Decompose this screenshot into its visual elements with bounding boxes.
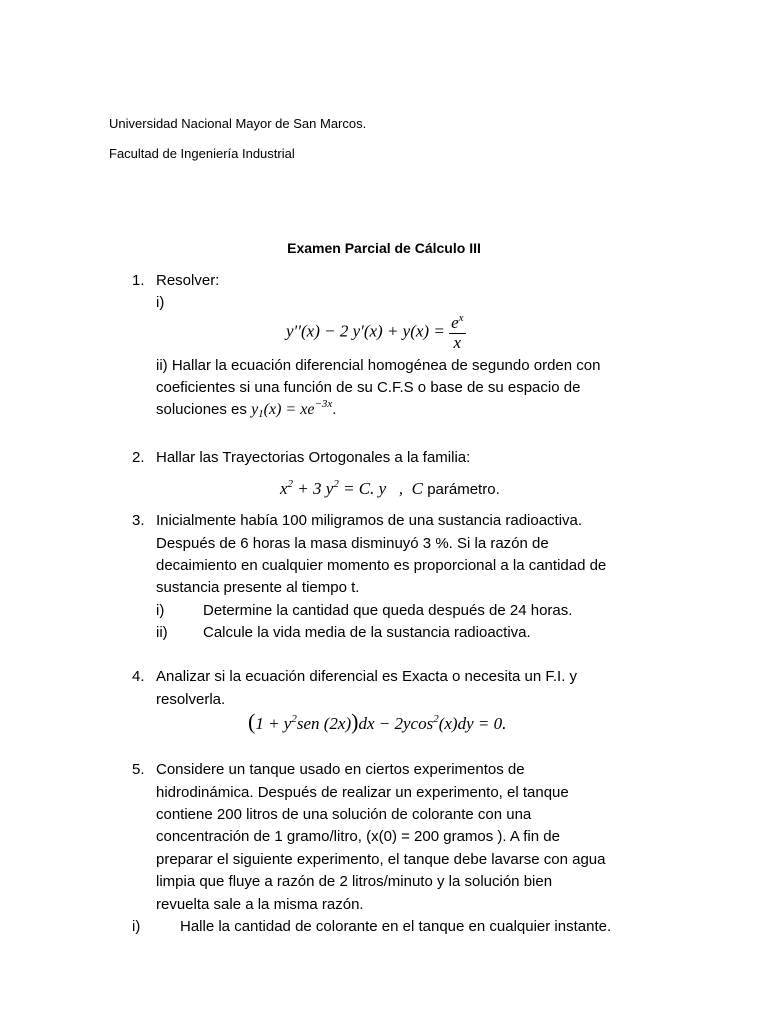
- q1-eq-den: x: [453, 333, 462, 352]
- q4-eq-inner-b: sen (2x): [296, 714, 352, 733]
- q3-line4: sustancia presente al tiempo t.: [156, 579, 360, 596]
- q1-ii-line3: [156, 398, 337, 420]
- q5-i-text: Halle la cantidad de colorante en el tanque en cualquier instante.: [180, 918, 612, 935]
- q4-number: 4.: [132, 668, 145, 685]
- q2-eq-c: = C. y , C: [338, 479, 424, 498]
- q4-eq-rest-b: (x)dy = 0.: [438, 714, 507, 733]
- exam-title: Examen Parcial de Cálculo III: [287, 240, 481, 256]
- q1-eq-num-sup: x: [458, 312, 464, 324]
- q1-eq-fraction: [449, 313, 465, 352]
- q1-ii-line3-text: soluciones es: [156, 401, 252, 418]
- q4-eq-rest-a: dx − 2ycos: [358, 714, 434, 733]
- q1-ii-line2: coeficientes si una función de su C.F.S o base de su espacio de: [156, 379, 581, 396]
- q3-line1: Inicialmente había 100 miligramos de una sustancia radioactiva.: [156, 512, 583, 529]
- q4-eq-rest-sup: 2: [433, 713, 439, 725]
- q3-line2: Después de 6 horas la masa disminuyó 3 %. Si la razón de: [156, 535, 549, 552]
- q1-eq-lhs: y′′(x) − 2 y′(x) + y(x) =: [286, 321, 445, 341]
- university-name: Universidad Nacional Mayor de San Marcos.: [109, 116, 367, 131]
- q2-number: 2.: [132, 449, 145, 466]
- q3-ii-text: Calcule la vida media de la sustancia radioactiva.: [203, 624, 531, 641]
- q4-eq-inner-sup: 2: [291, 713, 297, 725]
- q4-eq-open: (: [248, 709, 256, 734]
- q5-i-label: i): [132, 918, 141, 935]
- q2-eq-a: x: [280, 479, 288, 498]
- q4-eq-inner-a: 1 + y: [255, 714, 292, 733]
- faculty-name: Facultad de Ingeniería Industrial: [109, 146, 295, 161]
- q3-ii-label: ii): [156, 624, 168, 641]
- q1-eq-num: e: [451, 313, 459, 332]
- q4-equation: [248, 709, 506, 735]
- q4-line1: Analizar si la ecuación diferencial es Exacta o necesita un F.I. y: [156, 668, 578, 685]
- q2-text: Hallar las Trayectorias Ortogonales a la familia:: [156, 449, 471, 466]
- q3-i-text: Determine la cantidad que queda después de 24 horas.: [203, 602, 573, 619]
- q5-line2: hidrodinámica. Después de realizar un experimento, el tanque: [156, 784, 569, 801]
- q2-eq-param: parámetro.: [423, 481, 500, 498]
- q5-line1: Considere un tanque usado en ciertos experimentos de: [156, 761, 525, 778]
- q1-ii-y: y: [251, 401, 259, 418]
- q3-i-label: i): [156, 602, 165, 619]
- q1-ii-rest: (x) = xe: [263, 401, 315, 418]
- q2-eq-b-sup: 2: [333, 478, 339, 490]
- q1-label: Resolver:: [156, 272, 220, 289]
- q1-ii-sup: −3x: [314, 398, 333, 410]
- q1-equation: [286, 313, 466, 352]
- q5-line4: concentración de 1 gramo/litro, (x(0) = 200 gramos ). A fin de: [156, 828, 560, 845]
- q1-ii-end: .: [332, 401, 337, 418]
- q3-line3: decaimiento en cualquier momento es proporcional a la cantidad de: [156, 557, 607, 574]
- q3-number: 3.: [132, 512, 145, 529]
- q4-eq-close: ): [351, 709, 359, 734]
- q5-number: 5.: [132, 761, 145, 778]
- q1-ii-line1: ii) Hallar la ecuación diferencial homogénea de segundo orden con: [156, 357, 601, 374]
- q2-equation: [280, 479, 500, 499]
- q5-line3: contiene 200 litros de una solución de colorante con una: [156, 806, 532, 823]
- q4-line2: resolverla.: [156, 691, 226, 708]
- q2-eq-a-sup: 2: [287, 478, 294, 490]
- q2-eq-b: + 3 y: [293, 479, 334, 498]
- q1-number: 1.: [132, 272, 145, 289]
- q5-line5: preparar el siguiente experimento, el tanque debe lavarse con agua: [156, 851, 606, 868]
- q1-ii-sub: 1: [258, 408, 264, 420]
- q5-line7: revuelta sale a la misma razón.: [156, 896, 364, 913]
- q1-sub-i: i): [156, 294, 165, 311]
- q5-line6: limpia que fluye a razón de 2 litros/minuto y la solución bien: [156, 873, 553, 890]
